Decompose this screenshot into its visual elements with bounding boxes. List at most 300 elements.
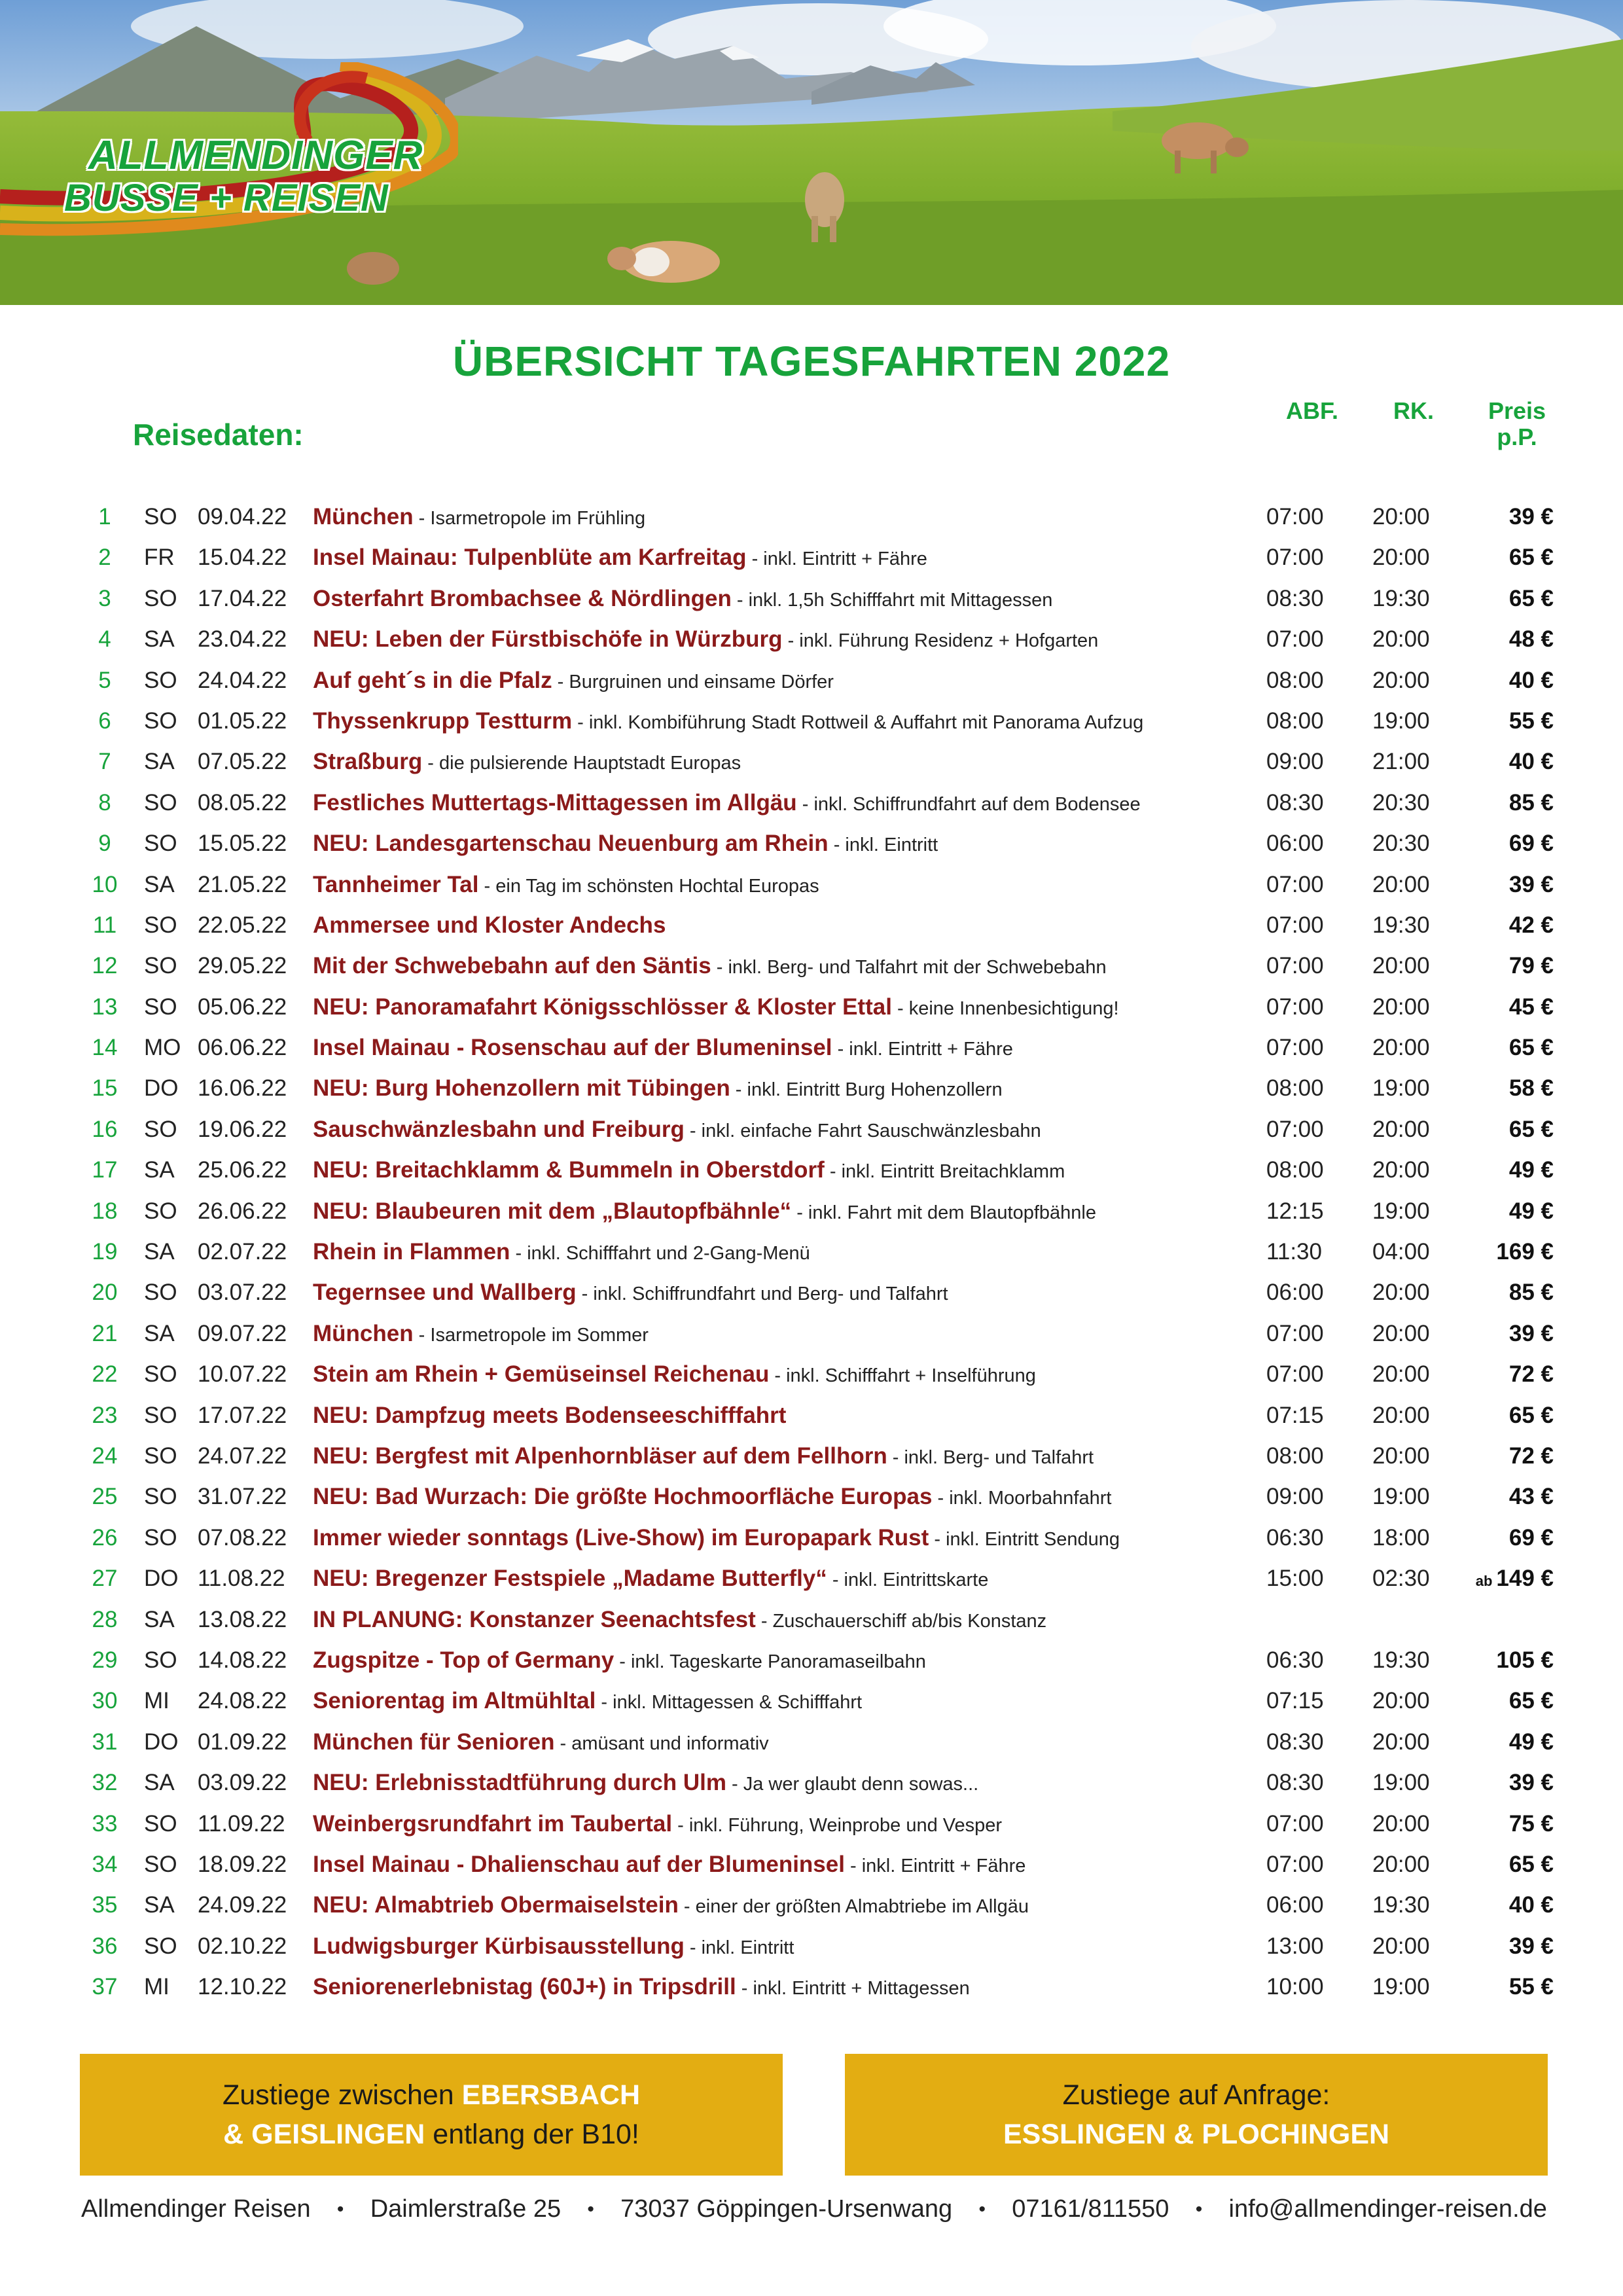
- trip-description: - inkl. 1,5h Schifffahrt mit Mittagessen: [731, 589, 1053, 611]
- trip-departure-time: 12:15: [1266, 1198, 1324, 1224]
- trip-description: - inkl. Moorbahnfahrt: [932, 1488, 1112, 1509]
- trip-destination: Immer wieder sonntags (Live-Show) im Europapark Rust: [313, 1524, 929, 1551]
- trip-price: [1446, 708, 1554, 734]
- trip-title: [313, 1688, 862, 1714]
- price-value: 40 €: [1508, 749, 1554, 775]
- trip-destination: Insel Mainau - Dhalienschau auf der Blumeninsel: [313, 1851, 845, 1877]
- trip-date: 14.08.22: [198, 1647, 287, 1673]
- trip-number: 10: [92, 871, 118, 897]
- table-row: [0, 1641, 1623, 1681]
- trip-return-time: 19:00: [1372, 1075, 1430, 1102]
- trip-departure-time: 08:00: [1266, 708, 1324, 734]
- trip-date: 12.10.22: [198, 1974, 287, 2000]
- trip-description: - inkl. Tageskarte Panoramaseilbahn: [614, 1651, 926, 1672]
- trip-departure-time: 08:00: [1266, 667, 1324, 693]
- trip-title: [313, 1933, 794, 1960]
- price-value: 72 €: [1508, 1443, 1554, 1469]
- price-value: 85 €: [1508, 789, 1554, 816]
- price-value: 169 €: [1496, 1239, 1554, 1265]
- trip-departure-time: 08:30: [1266, 789, 1324, 816]
- trip-date: 15.05.22: [198, 831, 287, 857]
- trip-description: - inkl. Mittagessen & Schifffahrt: [596, 1692, 863, 1713]
- table-row: [0, 661, 1623, 702]
- trip-return-time: 21:00: [1372, 749, 1430, 775]
- trip-number: 7: [98, 749, 111, 775]
- trip-weekday: SA: [144, 1320, 175, 1346]
- table-row: [0, 1110, 1623, 1151]
- trip-number: 8: [98, 789, 111, 816]
- trip-return-time: 18:00: [1372, 1524, 1430, 1551]
- trip-departure-time: 11:30: [1266, 1239, 1322, 1265]
- travel-dates-heading: Reisedaten:: [133, 418, 304, 452]
- trip-departure-time: 06:00: [1266, 1280, 1324, 1306]
- trip-return-time: 20:00: [1372, 1361, 1430, 1388]
- separator-dot-icon: •: [587, 2198, 594, 2220]
- table-row: [0, 1886, 1623, 1926]
- trip-return-time: 19:00: [1372, 1198, 1430, 1224]
- trip-number: 13: [92, 994, 118, 1020]
- trip-description: - inkl. Eintritt + Fähre: [832, 1039, 1013, 1060]
- trip-description: - inkl. Eintritt + Fähre: [746, 548, 927, 570]
- table-row: [0, 783, 1623, 824]
- boarding-line-2: [80, 2115, 783, 2154]
- trip-price: [1446, 1607, 1554, 1633]
- trip-title: [313, 708, 1143, 734]
- trip-date: 13.08.22: [198, 1606, 287, 1632]
- trip-number: 15: [92, 1075, 118, 1102]
- trip-weekday: SO: [144, 1280, 177, 1306]
- price-header-line2: p.P.: [1497, 423, 1537, 450]
- price-value: 39 €: [1508, 1933, 1554, 1959]
- trip-destination: Zugspitze - Top of Germany: [313, 1647, 615, 1673]
- trip-departure-time: 08:00: [1266, 1075, 1324, 1102]
- trip-number: 21: [92, 1320, 118, 1346]
- trip-number: 18: [92, 1198, 118, 1224]
- trip-date: 31.07.22: [198, 1484, 287, 1510]
- price-value: 49 €: [1508, 1157, 1554, 1183]
- logo-wordmark: ALLMENDINGER: [88, 133, 423, 178]
- trip-weekday: SO: [144, 831, 177, 857]
- trip-title: [313, 1852, 1026, 1878]
- trip-destination: Sauschwänzlesbahn und Freiburg: [313, 1116, 685, 1142]
- return-column-header: RK.: [1393, 397, 1434, 424]
- trip-price: [1446, 1239, 1554, 1265]
- trip-date: 26.06.22: [198, 1198, 287, 1224]
- table-row: [0, 906, 1623, 946]
- trip-price: [1446, 1198, 1554, 1225]
- price-value: 39 €: [1508, 504, 1554, 529]
- price-value: 39 €: [1508, 871, 1554, 897]
- price-header-line1: Preis: [1488, 397, 1546, 424]
- trip-title: [313, 545, 927, 571]
- trip-weekday: MI: [144, 1688, 169, 1714]
- trip-date: 15.04.22: [198, 545, 287, 571]
- trip-destination: NEU: Almabtrieb Obermaiselstein: [313, 1892, 679, 1918]
- table-row: [0, 1477, 1623, 1518]
- trip-description: - inkl. Schifffahrt + Inselführung: [769, 1365, 1036, 1387]
- table-row: [0, 579, 1623, 620]
- trip-number: 25: [92, 1484, 118, 1510]
- trip-return-time: 19:00: [1372, 1484, 1430, 1510]
- price-value: 149 €: [1496, 1566, 1554, 1592]
- trip-title: [313, 504, 645, 530]
- trip-number: 6: [98, 708, 111, 734]
- price-value: 55 €: [1508, 708, 1554, 734]
- trip-description: - inkl. Berg- und Talfahrt mit der Schwebebahn: [711, 957, 1107, 978]
- trip-title: [313, 912, 666, 939]
- trip-number: 19: [92, 1239, 118, 1265]
- trip-description: - inkl. Schifffahrt und 2-Gang-Menü: [510, 1243, 810, 1265]
- table-row: [0, 988, 1623, 1028]
- trip-title: [313, 749, 741, 775]
- trip-destination: NEU: Leben der Fürstbischöfe in Würzburg: [313, 626, 783, 653]
- price-value: 48 €: [1508, 626, 1554, 653]
- trip-description: - inkl. Schiffrundfahrt auf dem Bodensee: [796, 793, 1141, 815]
- trip-description: - inkl. Eintritt + Fähre: [844, 1855, 1026, 1876]
- trip-departure-time: 06:00: [1266, 1892, 1324, 1918]
- trip-weekday: SA: [144, 871, 175, 897]
- footer-phone[interactable]: 07161/811550: [1012, 2195, 1169, 2223]
- trip-description: - inkl. Eintritt Breitachklamm: [824, 1161, 1065, 1183]
- trip-weekday: SO: [144, 1198, 177, 1224]
- price-value: 65 €: [1508, 545, 1554, 571]
- boarding-text: Zustiege zwischen: [222, 2079, 462, 2111]
- trip-number: 32: [92, 1770, 118, 1796]
- trip-title: [313, 790, 1141, 816]
- trip-return-time: 04:00: [1372, 1239, 1430, 1265]
- trip-description: - ein Tag im schönsten Hochtal Europas: [478, 875, 819, 897]
- trip-price: [1446, 1361, 1554, 1388]
- table-row: [0, 1723, 1623, 1763]
- trip-number: 37: [92, 1974, 118, 2000]
- trip-return-time: 20:00: [1372, 1443, 1430, 1469]
- trip-number: 27: [92, 1566, 118, 1592]
- trip-weekday: SO: [144, 1810, 177, 1837]
- trip-weekday: SO: [144, 1484, 177, 1510]
- table-row: [0, 1273, 1623, 1314]
- trip-title: [313, 872, 819, 898]
- trip-description: - inkl. Berg- und Talfahrt: [887, 1446, 1094, 1468]
- trip-destination: NEU: Burg Hohenzollern mit Tübingen: [313, 1075, 730, 1102]
- trip-price: [1446, 1729, 1554, 1755]
- trip-departure-time: 07:00: [1266, 1116, 1324, 1142]
- trip-number: 30: [92, 1688, 118, 1714]
- price-value: 65 €: [1508, 1035, 1554, 1061]
- table-row: [0, 824, 1623, 865]
- trip-destination: Osterfahrt Brombachsee & Nördlingen: [313, 585, 732, 611]
- trip-destination: Insel Mainau - Rosenschau auf der Blumeninsel: [313, 1035, 832, 1061]
- trip-date: 19.06.22: [198, 1116, 287, 1142]
- trip-return-time: 20:00: [1372, 1851, 1430, 1877]
- trip-description: - inkl. Führung, Weinprobe und Vesper: [672, 1814, 1003, 1836]
- separator-dot-icon: •: [1195, 2198, 1203, 2220]
- table-row: [0, 1600, 1623, 1641]
- trip-title: [313, 1075, 1003, 1102]
- trip-description: - Zuschauerschiff ab/bis Konstanz: [755, 1610, 1047, 1632]
- trip-description: - Isarmetropole im Frühling: [413, 508, 646, 529]
- trip-date: 05.06.22: [198, 994, 287, 1020]
- trip-destination: NEU: Bergfest mit Alpenhornbläser auf dem Fellhorn: [313, 1443, 887, 1469]
- trip-return-time: 19:30: [1372, 1892, 1430, 1918]
- trip-date: 24.07.22: [198, 1443, 287, 1469]
- trip-price: [1446, 586, 1554, 612]
- trip-return-time: 20:00: [1372, 1157, 1430, 1183]
- trip-weekday: DO: [144, 1566, 179, 1592]
- trip-title: [313, 831, 938, 857]
- trip-departure-time: 07:00: [1266, 545, 1324, 571]
- trip-weekday: SO: [144, 1443, 177, 1469]
- trip-return-time: 20:00: [1372, 953, 1430, 979]
- trip-weekday: SO: [144, 1647, 177, 1673]
- table-row: [0, 742, 1623, 783]
- trip-description: - inkl. Eintritt: [684, 1937, 794, 1958]
- trip-destination: München: [313, 504, 414, 529]
- trip-price: [1446, 545, 1554, 571]
- trip-title: [313, 1566, 988, 1592]
- trip-date: 22.05.22: [198, 912, 287, 938]
- trip-title: [313, 668, 834, 694]
- trip-date: 21.05.22: [198, 871, 287, 897]
- trip-weekday: DO: [144, 1075, 179, 1102]
- trip-title: [313, 1239, 810, 1265]
- table-row: [0, 1518, 1623, 1559]
- trip-departure-time: 06:30: [1266, 1647, 1324, 1673]
- separator-dot-icon: •: [978, 2198, 986, 2220]
- table-row: [0, 1314, 1623, 1355]
- trip-destination: Ammersee und Kloster Andechs: [313, 912, 666, 938]
- trip-number: 17: [92, 1157, 118, 1183]
- trip-return-time: 19:00: [1372, 1770, 1430, 1796]
- price-value: 79 €: [1508, 953, 1554, 979]
- trip-price: [1446, 994, 1554, 1020]
- trip-price: [1446, 1035, 1554, 1061]
- trip-departure-time: 08:30: [1266, 1729, 1324, 1755]
- trip-price: [1446, 1811, 1554, 1837]
- trip-number: 3: [98, 585, 111, 611]
- trip-destination: NEU: Panoramafahrt Königsschlösser & Kloster Ettal: [313, 994, 892, 1020]
- price-value: 45 €: [1508, 994, 1554, 1020]
- trip-weekday: SO: [144, 1116, 177, 1142]
- trip-title: [313, 1484, 1111, 1510]
- price-value: 69 €: [1508, 831, 1554, 857]
- trip-destination: NEU: Bad Wurzach: Die größte Hochmoorfläche Europas: [313, 1484, 933, 1510]
- trip-title: [313, 626, 1098, 653]
- trip-description: - inkl. Eintrittskarte: [827, 1570, 989, 1591]
- trip-date: 08.05.22: [198, 789, 287, 816]
- table-row: [0, 538, 1623, 579]
- trip-title: [313, 1892, 1029, 1918]
- trip-title: [313, 1035, 1013, 1061]
- trip-price: [1446, 1525, 1554, 1551]
- footer-city: 73037 Göppingen-Ursenwang: [620, 2195, 953, 2223]
- trip-description: - inkl. Eintritt Sendung: [929, 1528, 1120, 1550]
- trip-departure-time: 07:00: [1266, 912, 1324, 938]
- boarding-text: entlang der B10!: [425, 2119, 639, 2150]
- boarding-points-box: [80, 2054, 783, 2176]
- logo-tagline: BUSSE + REISEN: [64, 177, 389, 219]
- trip-weekday: FR: [144, 545, 175, 571]
- trip-title: [313, 1647, 926, 1674]
- trip-return-time: 20:30: [1372, 789, 1430, 816]
- trip-description: - inkl. Schiffrundfahrt und Berg- und Talfahrt: [576, 1283, 948, 1305]
- trip-description: - einer der größten Almabtriebe im Allgäu: [678, 1896, 1029, 1918]
- trip-description: - inkl. Kombiführung Stadt Rottweil & Auffahrt mit Panorama Aufzug: [572, 711, 1144, 733]
- table-row: [0, 1681, 1623, 1722]
- on-request-box: [845, 2054, 1548, 2176]
- table-row: [0, 946, 1623, 987]
- footer-company: Allmendinger Reisen: [81, 2195, 311, 2223]
- trip-date: 25.06.22: [198, 1157, 287, 1183]
- trip-departure-time: 13:00: [1266, 1933, 1324, 1959]
- price-value: 72 €: [1508, 1361, 1554, 1388]
- trip-price: [1446, 1280, 1554, 1306]
- trip-number: 14: [92, 1035, 118, 1061]
- trip-departure-time: 07:00: [1266, 1810, 1324, 1837]
- trip-destination: Tegernsee und Wallberg: [313, 1280, 577, 1306]
- trip-title: [313, 1117, 1041, 1143]
- trip-title: [313, 1198, 1096, 1225]
- trip-date: 03.09.22: [198, 1770, 287, 1796]
- trip-price: [1446, 1688, 1554, 1714]
- price-value: 55 €: [1508, 1974, 1554, 2000]
- trip-number: 22: [92, 1361, 118, 1388]
- trip-weekday: SO: [144, 994, 177, 1020]
- trip-number: 20: [92, 1280, 118, 1306]
- trip-title: [313, 1321, 649, 1347]
- trip-return-time: 20:30: [1372, 831, 1430, 857]
- trip-departure-time: 06:30: [1266, 1524, 1324, 1551]
- trip-price: [1446, 1075, 1554, 1102]
- price-column-header: [1471, 398, 1563, 450]
- price-value: 65 €: [1508, 585, 1554, 611]
- separator-dot-icon: •: [336, 2198, 344, 2220]
- trip-return-time: 02:30: [1372, 1566, 1430, 1592]
- trip-number: 11: [92, 912, 117, 938]
- trip-title: [313, 1443, 1094, 1469]
- trip-date: 02.10.22: [198, 1933, 287, 1959]
- trip-title: [313, 953, 1107, 979]
- trip-description: - Ja wer glaubt denn sowas...: [726, 1774, 979, 1795]
- trip-number: 36: [92, 1933, 118, 1959]
- trip-destination: Thyssenkrupp Testturm: [313, 708, 573, 734]
- table-row: [0, 1967, 1623, 2008]
- trip-date: 18.09.22: [198, 1851, 287, 1877]
- price-value: 65 €: [1508, 1116, 1554, 1142]
- table-row: [0, 1192, 1623, 1232]
- trip-return-time: 19:00: [1372, 1974, 1430, 2000]
- trip-weekday: SO: [144, 953, 177, 979]
- trip-title: [313, 1280, 948, 1306]
- trip-destination: IN PLANUNG: Konstanzer Seenachtsfest: [313, 1606, 756, 1632]
- trip-weekday: SA: [144, 626, 175, 653]
- trip-destination: NEU: Dampfzug meets Bodenseeschifffahrt: [313, 1402, 787, 1428]
- footer-email[interactable]: info@allmendinger-reisen.de: [1228, 2195, 1547, 2223]
- trip-departure-time: 08:30: [1266, 1770, 1324, 1796]
- trip-date: 11.08.22: [198, 1566, 285, 1592]
- trip-departure-time: 09:00: [1266, 1484, 1324, 1510]
- hero-banner: [0, 0, 1623, 305]
- trip-weekday: SO: [144, 585, 177, 611]
- trip-date: 06.06.22: [198, 1035, 287, 1061]
- trip-departure-time: 07:00: [1266, 504, 1324, 529]
- trip-destination: Ludwigsburger Kürbisausstellung: [313, 1933, 685, 1959]
- trip-number: 1: [98, 504, 111, 529]
- trip-destination: Rhein in Flammen: [313, 1239, 510, 1265]
- price-value: 65 €: [1508, 1402, 1554, 1428]
- trip-return-time: 20:00: [1372, 1729, 1430, 1755]
- trip-destination: Mit der Schwebebahn auf den Säntis: [313, 953, 711, 979]
- on-request-line-1: Zustiege auf Anfrage:: [1062, 2079, 1330, 2111]
- table-row: [0, 1355, 1623, 1395]
- trip-destination: Straßburg: [313, 749, 423, 775]
- trip-price: [1446, 872, 1554, 898]
- trip-title: [313, 1403, 786, 1429]
- table-row: [0, 1232, 1623, 1273]
- trip-departure-time: 07:00: [1266, 1361, 1324, 1388]
- price-value: 43 €: [1508, 1484, 1554, 1510]
- trip-departure-time: 15:00: [1266, 1566, 1324, 1592]
- trip-weekday: SO: [144, 1851, 177, 1877]
- trip-price: [1446, 790, 1554, 816]
- trip-description: - inkl. Führung Residenz + Hofgarten: [782, 630, 1099, 652]
- trip-return-time: 20:00: [1372, 1933, 1430, 1959]
- trip-date: 16.06.22: [198, 1075, 287, 1102]
- trip-weekday: MI: [144, 1974, 169, 2000]
- trip-price: [1446, 1852, 1554, 1878]
- trip-table: [0, 497, 1623, 2008]
- trip-description: - inkl. einfache Fahrt Sauschwänzlesbahn: [684, 1120, 1041, 1141]
- trip-price: [1446, 1403, 1554, 1429]
- trip-date: 01.09.22: [198, 1729, 287, 1755]
- trip-title: [313, 994, 1119, 1020]
- trip-weekday: SO: [144, 1933, 177, 1959]
- trip-destination: NEU: Blaubeuren mit dem „Blautopfbähnle“: [313, 1198, 792, 1224]
- trip-return-time: 20:00: [1372, 1320, 1430, 1346]
- trip-date: 03.07.22: [198, 1280, 287, 1306]
- trip-number: 4: [98, 626, 111, 653]
- price-value: 75 €: [1508, 1810, 1554, 1837]
- trip-price: [1446, 1892, 1554, 1918]
- trip-title: [313, 1974, 970, 2000]
- trip-title: [313, 1770, 978, 1796]
- trip-return-time: 19:30: [1372, 912, 1430, 938]
- trip-price: [1446, 1647, 1554, 1674]
- table-row: [0, 1804, 1623, 1845]
- trip-price: [1446, 1974, 1554, 2000]
- trip-date: 29.05.22: [198, 953, 287, 979]
- trip-return-time: 20:00: [1372, 1688, 1430, 1714]
- price-value: 39 €: [1508, 1320, 1554, 1346]
- table-row: [0, 1559, 1623, 1600]
- table-row: [0, 620, 1623, 660]
- trip-weekday: SO: [144, 708, 177, 734]
- trip-description: - inkl. Eintritt: [828, 834, 938, 856]
- trip-departure-time: 07:00: [1266, 994, 1324, 1020]
- trip-date: 01.05.22: [198, 708, 287, 734]
- trip-description: - keine Innenbesichtigung!: [891, 997, 1119, 1019]
- trip-title: [313, 1525, 1120, 1551]
- trip-weekday: SA: [144, 1239, 175, 1265]
- trip-departure-time: 07:00: [1266, 626, 1324, 653]
- trip-return-time: 20:00: [1372, 667, 1430, 693]
- trip-destination: München: [313, 1320, 414, 1346]
- trip-date: 24.08.22: [198, 1688, 287, 1714]
- trip-price: [1446, 953, 1554, 979]
- trip-price: [1446, 831, 1554, 857]
- trip-title: [313, 1361, 1036, 1388]
- trip-return-time: 20:00: [1372, 1810, 1430, 1837]
- trip-destination: Seniorentag im Altmühltal: [313, 1688, 596, 1714]
